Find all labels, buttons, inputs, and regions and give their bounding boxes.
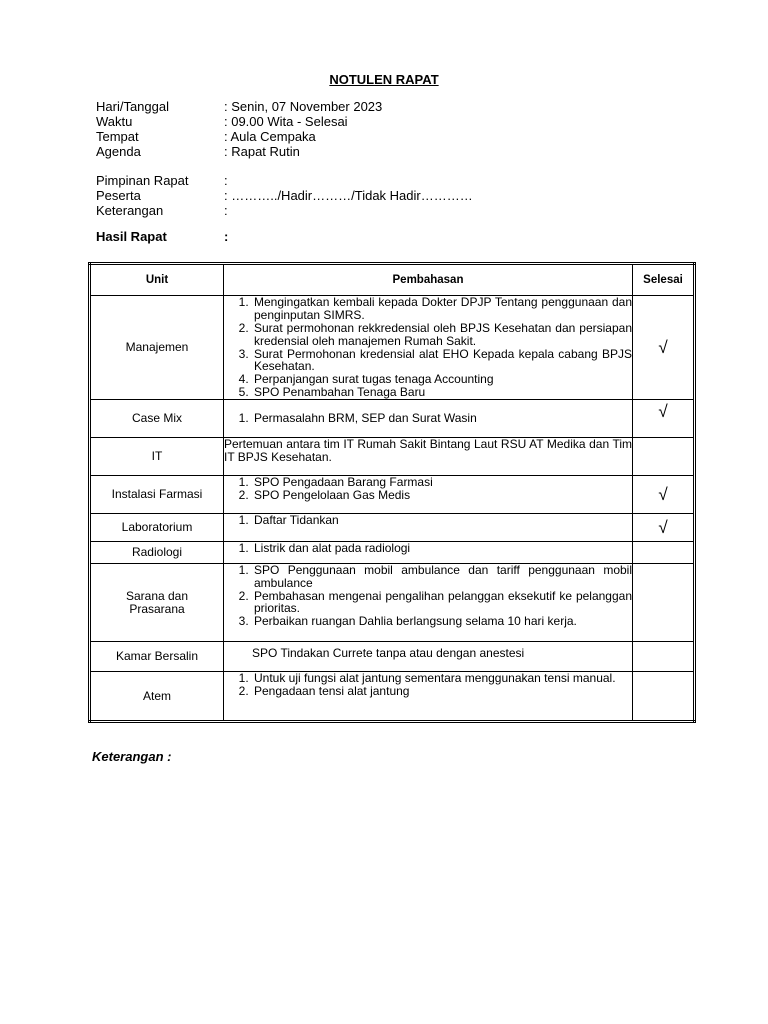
discussion-item: 4. Perpanjangan surat tugas tenaga Accounting — [252, 373, 632, 386]
table-row-it — [90, 438, 695, 476]
info-row-place — [96, 129, 382, 144]
discussion-item: 3. Surat Permohonan kredensial alat EHO Kepada kepala cabang BPJS Kesehatan. — [252, 348, 632, 374]
info-value: : Aula Cempaka — [224, 129, 316, 144]
discussion-cell — [224, 672, 633, 722]
unit-cell: Instalasi Farmasi — [90, 476, 224, 514]
unit-cell: Kamar Bersalin — [90, 642, 224, 672]
info-value: : — [224, 203, 228, 218]
meeting-info — [96, 99, 382, 159]
discussion-item: 2. Pengadaan tensi alat jantung — [252, 685, 632, 698]
table-row-radiologi — [90, 542, 695, 564]
info-label: Agenda — [96, 144, 141, 159]
participants-info — [96, 173, 473, 218]
discussion-item: 1. Listrik dan alat pada radiologi — [252, 542, 632, 555]
discussion-cell — [224, 564, 633, 642]
done-checkmark: √ — [633, 296, 695, 400]
info-label: Waktu — [96, 114, 133, 129]
discussion-item: 1. SPO Pengadaan Barang Farmasi — [252, 476, 632, 489]
results-heading — [96, 229, 228, 244]
done-cell-empty — [633, 672, 695, 722]
table-row-lab — [90, 514, 695, 542]
unit-line: Sarana dan — [125, 588, 189, 603]
keterangan-label: Keterangan : — [92, 749, 172, 764]
discussion-item: 2. SPO Pengelolaan Gas Medis — [252, 489, 632, 502]
info-value: : Senin, 07 November 2023 — [224, 99, 383, 114]
discussion-text: Pertemuan antara tim IT Rumah Sakit Bintang Laut RSU AT Medika dan Tim IT BPJS Kesehatan. — [224, 437, 632, 464]
table-row-farmasi — [90, 476, 695, 514]
unit-cell — [90, 564, 224, 642]
done-cell-empty — [633, 438, 695, 476]
unit-cell: IT — [90, 438, 224, 476]
info-row-time — [96, 114, 382, 129]
info-row-agenda — [96, 144, 382, 159]
discussion-cell — [224, 400, 633, 438]
done-checkmark: √ — [633, 514, 695, 542]
discussion-item: 5. SPO Penambahan Tenaga Baru — [252, 386, 632, 399]
header-selesai: Selesai — [633, 264, 695, 296]
unit-cell: Manajemen — [90, 296, 224, 400]
discussion-cell — [224, 296, 633, 400]
discussion-cell — [224, 542, 633, 564]
discussion-item: 1. Daftar Tidankan — [252, 514, 632, 527]
info-label: Tempat — [96, 129, 139, 144]
table-row-atem — [90, 672, 695, 722]
discussion-item: 2. Pembahasan mengenai pengalihan pelanggan eksekutif ke pelanggan prioritas. — [252, 590, 632, 616]
info-row-leader — [96, 173, 473, 188]
discussion-item: 3. Perbaikan ruangan Dahlia berlangsung selama 10 hari kerja. — [252, 615, 632, 628]
discussion-cell — [224, 476, 633, 514]
table-row-sarana — [90, 564, 695, 642]
discussion-item: 1. Permasalahn BRM, SEP dan Surat Wasin — [252, 412, 632, 425]
done-cell-empty — [633, 542, 695, 564]
done-cell-empty — [633, 564, 695, 642]
done-cell-empty — [633, 642, 695, 672]
info-label: Hari/Tanggal — [96, 99, 169, 114]
results-colon: : — [224, 229, 229, 244]
table-row-manajemen — [90, 296, 695, 400]
discussion-text: SPO Tindakan Currete tanpa atau dengan anestesi — [252, 646, 525, 660]
info-label: Peserta — [96, 188, 141, 203]
discussion-cell — [224, 514, 633, 542]
done-checkmark: √ — [633, 400, 695, 438]
results-label: Hasil Rapat — [96, 229, 167, 244]
done-checkmark: √ — [633, 476, 695, 514]
unit-cell: Atem — [90, 672, 224, 722]
discussion-item: 1. Mengingatkan kembali kepada Dokter DPJP Tentang penggunaan dan penginputan SIMRS. — [252, 296, 632, 322]
info-value: : 09.00 Wita - Selesai — [224, 114, 348, 129]
header-unit: Unit — [90, 264, 224, 296]
unit-line: Prasarana — [129, 601, 185, 616]
unit-cell: Case Mix — [90, 400, 224, 438]
unit-cell: Laboratorium — [90, 514, 224, 542]
info-label: Pimpinan Rapat — [96, 173, 189, 188]
info-row-participants — [96, 188, 473, 203]
info-row-notes — [96, 203, 473, 218]
document-title: NOTULEN RAPAT — [329, 72, 439, 87]
info-value: : Rapat Rutin — [224, 144, 300, 159]
discussion-item: 1. SPO Penggunaan mobil ambulance dan tariff penggunaan mobil ambulance — [252, 564, 632, 590]
info-row-date — [96, 99, 382, 114]
table-row-kamar — [90, 642, 695, 672]
minutes-table — [88, 262, 696, 723]
table-header-row — [90, 264, 695, 296]
discussion-item: 1. Untuk uji fungsi alat jantung sementara menggunakan tensi manual. — [252, 672, 632, 685]
info-value: : ………../Hadir………/Tidak Hadir………… — [224, 188, 473, 203]
discussion-item: 2. Surat permohonan rekkredensial oleh BPJS Kesehatan dan persiapan kredensial oleh manajemen Rumah Sakit. — [252, 322, 632, 348]
info-label: Keterangan — [96, 203, 164, 218]
unit-cell: Radiologi — [90, 542, 224, 564]
discussion-cell — [224, 438, 633, 476]
discussion-cell — [224, 642, 633, 672]
header-pembahasan: Pembahasan — [224, 264, 633, 296]
info-value: : — [224, 173, 228, 188]
table-row-casemix — [90, 400, 695, 438]
